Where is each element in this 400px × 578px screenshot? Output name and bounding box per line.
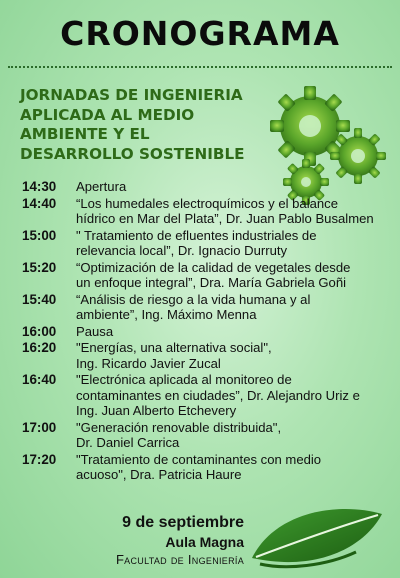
session-time: 14:30 — [22, 179, 57, 194]
session-desc-line: ambiente”, Ing. Máximo Menna — [76, 307, 257, 322]
session-time: 15:20 — [22, 259, 57, 275]
subtitle-line: AMBIENTE Y EL — [20, 125, 150, 143]
leaf-icon — [246, 500, 386, 570]
schedule-row — [0, 340, 400, 371]
session-desc-line: contaminantes en ciudades”, Dr. Alejandro Uriz e — [76, 387, 360, 403]
session-time: 16:20 — [22, 340, 57, 356]
session-desc-line: “Análisis de riesgo a la vida humana y al — [76, 291, 311, 307]
event-subtitle — [20, 86, 265, 164]
session-time: 16:00 — [22, 323, 57, 339]
schedule-row — [0, 179, 400, 194]
schedule-list — [0, 179, 400, 484]
schedule-row — [0, 372, 400, 418]
session-time: 16:40 — [22, 372, 57, 388]
session-time: 15:00 — [22, 227, 57, 243]
session-desc-line: Apertura — [76, 179, 127, 194]
dotted-divider — [8, 66, 392, 68]
page-title: CRONOGRAMA — [60, 14, 340, 53]
session-desc-line: Pausa — [76, 323, 114, 339]
session-desc-line: un enfoque integral”, Dra. María Gabriela Goñi — [76, 275, 347, 290]
session-desc-line: Ing. Juan Alberto Etchevery — [76, 403, 237, 418]
session-time: 15:40 — [22, 291, 57, 307]
faculty-name: Facultad de Ingeniería — [115, 552, 244, 567]
session-desc-line: "Tratamiento de contaminantes con medio — [76, 451, 322, 467]
session-desc-line: “Los humedales electroquímicos y el balance — [76, 195, 339, 211]
schedule-row — [0, 260, 400, 291]
schedule-row — [0, 228, 400, 259]
session-desc-line: Ing. Ricardo Javier Zucal — [76, 355, 221, 371]
schedule-row — [0, 420, 400, 451]
schedule-row — [0, 324, 400, 339]
subtitle-line: DESARROLLO SOSTENIBLE — [20, 144, 245, 163]
session-desc-line: Dr. Daniel Carrica — [76, 435, 180, 450]
session-time: 14:40 — [22, 195, 57, 211]
session-time: 17:20 — [22, 451, 57, 467]
session-desc-line: "Electrónica aplicada al monitoreo de — [76, 372, 292, 388]
session-desc-line: "Energías, una alternativa social", — [76, 340, 272, 356]
session-desc-line: hídrico en Mar del Plata”, Dr. Juan Pablo Busalmen — [76, 211, 374, 226]
session-desc-line: " Tratamiento de efluentes industriales de — [76, 227, 317, 243]
event-venue: Aula Magna — [165, 534, 244, 550]
subtitle-line: APLICADA AL MEDIO — [20, 105, 195, 124]
session-time: 17:00 — [22, 419, 57, 435]
session-desc-line: "Generación renovable distribuida", — [76, 419, 282, 435]
session-desc-line: relevancia local”, Dr. Ignacio Durruty — [76, 243, 288, 258]
session-desc-line: “Optimización de la calidad de vegetales desde — [76, 259, 351, 275]
schedule-row — [0, 452, 400, 483]
session-desc-line: acuoso", Dra. Patricia Haure — [76, 467, 242, 482]
event-date: 9 de septiembre — [122, 514, 244, 531]
subtitle-line: JORNADAS DE INGENIERIA — [20, 86, 243, 104]
schedule-row — [0, 292, 400, 323]
schedule-row — [0, 196, 400, 227]
